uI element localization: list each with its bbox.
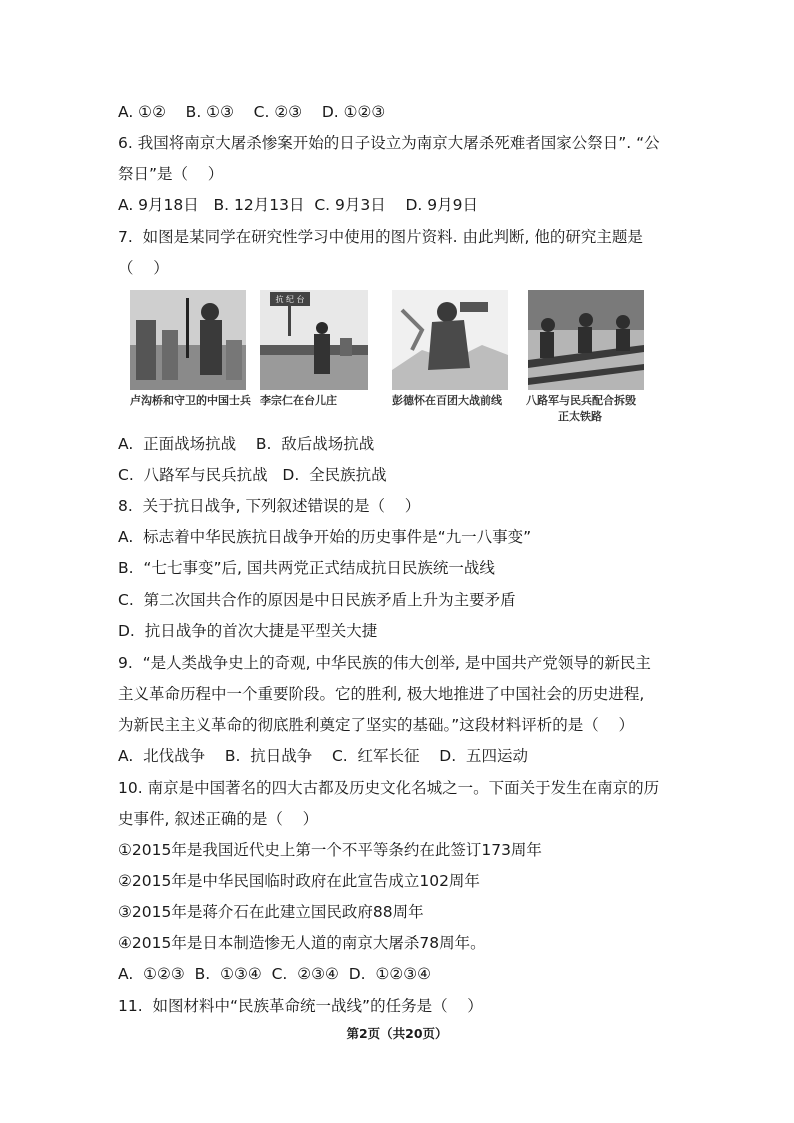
photo-caption-2: 李宗仁在台儿庄 xyxy=(260,394,337,407)
q10-item-2: ②2015年是中华民国临时政府在此宣告成立102周年 xyxy=(118,872,480,890)
q7-photo-strip xyxy=(130,290,650,430)
photo-caption-3: 彭德怀在百团大战前线 xyxy=(392,394,502,407)
q7-stem-line2: （ ） xyxy=(118,259,169,277)
q7-options-line2: C. 八路军与民兵抗战 D. 全民族抗战 xyxy=(118,466,387,484)
q6-stem-line2: 祭日”是（ ） xyxy=(118,165,224,183)
q8-option-d: D. 抗日战争的首次大捷是平型关大捷 xyxy=(118,622,378,640)
q10-stem-line1: 10. 南京是中国著名的四大古都及历史文化名城之一。下面关于发生在南京的历 xyxy=(118,779,660,797)
photo-caption-4-line2: 正太铁路 xyxy=(558,410,602,423)
photo-caption-1: 卢沟桥和守卫的中国士兵 xyxy=(130,394,251,407)
q10-item-3: ③2015年是蒋介石在此建立国民政府88周年 xyxy=(118,903,424,921)
q10-stem-line2: 史事件, 叙述正确的是（ ） xyxy=(118,810,319,828)
q9-stem-line1: 9. “是人类战争史上的奇观, 中华民族的伟大创举, 是中国共产党领导的新民主 xyxy=(118,654,651,672)
q6-stem-line1: 6. 我国将南京大屠杀惨案开始的日子设立为南京大屠杀死难者国家公祭日”. “公 xyxy=(118,134,660,152)
q8-option-b: B. “七七事变”后, 国共两党正式结成抗日民族统一战线 xyxy=(118,559,495,577)
q8-stem: 8. 关于抗日战争, 下列叙述错误的是（ ） xyxy=(118,497,421,515)
q7-options-line1: A. 正面战场抗战 B. 敌后战场抗战 xyxy=(118,435,375,453)
photo-sign-text: 抗 纪 台 xyxy=(275,295,305,304)
q10-item-4: ④2015年是日本制造惨无人道的南京大屠杀78周年。 xyxy=(118,934,486,952)
photo-zhengtai-railway xyxy=(528,290,644,390)
q10-options: A. ①②③ B. ①③④ C. ②③④ D. ①②③④ xyxy=(118,965,432,983)
q7-stem-line1: 7. 如图是某同学在研究性学习中使用的图片资料. 由此判断, 他的研究主题是 xyxy=(118,228,643,246)
q6-options: A. 9月18日 B. 12月13日 C. 9月3日 D. 9月9日 xyxy=(118,196,478,214)
q9-stem-line2: 主义革命历程中一个重要阶段。它的胜利, 极大地推进了中国社会的历史进程, xyxy=(118,685,645,703)
photo-peng-dehuai xyxy=(392,290,508,390)
q8-option-c: C. 第二次国共合作的原因是中日民族矛盾上升为主要矛盾 xyxy=(118,591,516,609)
photo-lugou-bridge xyxy=(130,290,246,390)
q9-options: A. 北伐战争 B. 抗日战争 C. 红军长征 D. 五四运动 xyxy=(118,747,528,765)
q8-option-a: A. 标志着中华民族抗日战争开始的历史事件是“九一八事变” xyxy=(118,528,532,546)
q10-item-1: ①2015年是我国近代史上第一个不平等条约在此签订173周年 xyxy=(118,841,542,859)
q11-stem: 11. 如图材料中“民族革命统一战线”的任务是（ ） xyxy=(118,997,483,1015)
photo-caption-4-line1: 八路军与民兵配合拆毁 xyxy=(526,394,636,407)
q5-options: A. ①② B. ①③ C. ②③ D. ①②③ xyxy=(118,103,386,121)
photo-li-zongren xyxy=(260,290,368,390)
q9-stem-line3: 为新民主主义革命的彻底胜利奠定了坚实的基础。”这段材料评析的是（ ） xyxy=(118,716,634,734)
page-footer: 第2页（共20页） xyxy=(346,1026,448,1041)
